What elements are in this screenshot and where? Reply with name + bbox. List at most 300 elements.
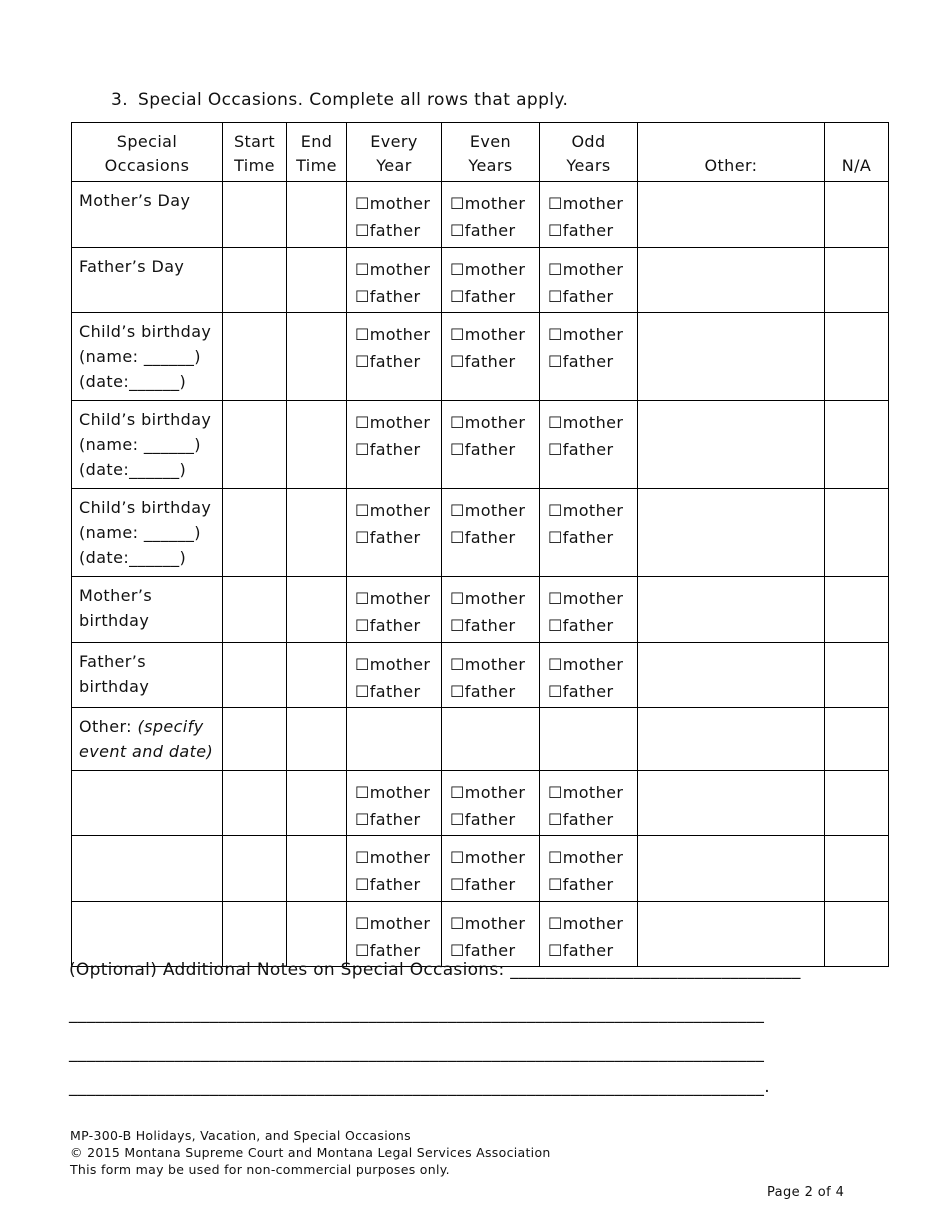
even-years-father-option[interactable] [450,283,539,310]
table-row [72,708,889,771]
checkbox-icon[interactable]: ☐ [450,194,465,213]
checkbox-icon[interactable]: ☐ [450,616,465,635]
na-cell[interactable] [825,401,889,489]
even-years-cell [442,313,540,401]
option-label: mother [464,501,526,520]
option-label: father [562,616,614,635]
header-even-years: Even Years [442,123,540,182]
occasion-cell [72,836,223,902]
checkbox-icon[interactable]: ☐ [548,941,563,960]
odd-years-cell [540,643,638,708]
option-label: mother [369,194,431,213]
end-time-cell[interactable] [287,313,347,401]
occasion-cell [72,313,223,401]
odd-years-father-option[interactable] [548,678,637,705]
notes-blank-0[interactable]: _________________________________ [510,960,801,980]
occasion-text-plain: Other: [79,717,138,736]
checkbox-icon[interactable]: ☐ [548,616,563,635]
other-cell[interactable] [638,902,825,967]
footer-form-id: MP-300-B Holidays, Vacation, and Special Occasions [70,1128,411,1143]
every-year-mother-option[interactable] [355,321,441,348]
checkbox-icon[interactable]: ☐ [450,325,465,344]
na-cell[interactable] [825,643,889,708]
option-label: mother [369,589,431,608]
na-cell[interactable] [825,577,889,643]
even-years-father-option[interactable] [450,348,539,375]
option-label: father [464,287,516,306]
na-cell[interactable] [825,182,889,248]
occasion-text: (name: ______) [79,523,201,542]
notes-label-line [69,960,801,980]
occasion-cell [72,902,223,967]
checkbox-icon[interactable]: ☐ [450,682,465,701]
start-time-cell[interactable] [223,489,287,577]
end-time-cell[interactable] [287,643,347,708]
na-cell[interactable] [825,771,889,836]
checkbox-icon[interactable]: ☐ [450,783,465,802]
every-year-cell [347,401,442,489]
other-cell[interactable] [638,401,825,489]
every-year-father-option[interactable] [355,612,441,639]
option-label: father [464,941,516,960]
every-year-mother-option[interactable] [355,190,441,217]
table-row [72,401,889,489]
option-label: mother [369,783,431,802]
every-year-mother-option[interactable] [355,409,441,436]
start-time-cell[interactable] [223,902,287,967]
odd-years-mother-option[interactable] [548,497,637,524]
checkbox-icon[interactable]: ☐ [355,325,370,344]
notes-label: (Optional) Additional Notes on Special Occasions: [69,960,511,980]
checkbox-icon[interactable]: ☐ [450,260,465,279]
header-other: Other: [638,123,825,182]
checkbox-icon[interactable]: ☐ [548,783,563,802]
end-time-cell[interactable] [287,489,347,577]
option-label: father [369,875,421,894]
occasion-text: (date:______) [79,460,187,479]
even-years-father-option[interactable] [450,436,539,463]
occasion-cell [72,489,223,577]
occasion-text: Child’s birthday [79,322,212,341]
na-cell[interactable] [825,248,889,313]
occasion-text: Father’s Day [79,257,185,276]
other-cell[interactable] [638,489,825,577]
odd-years-father-option[interactable] [548,436,637,463]
table-row [72,182,889,248]
table-row [72,248,889,313]
header-special-occasions: Special Occasions [72,123,223,182]
start-time-cell[interactable] [223,708,287,771]
odd-years-father-option[interactable] [548,524,637,551]
checkbox-icon[interactable]: ☐ [548,260,563,279]
checkbox-icon[interactable]: ☐ [548,287,563,306]
odd-years-cell [540,489,638,577]
notes-blank-2[interactable]: _______________________________________________________________________________ [69,1043,765,1063]
occasion-cell [72,577,223,643]
option-label: mother [369,914,431,933]
occasion-text: (name: ______) [79,435,201,454]
odd-years-cell [540,248,638,313]
option-label: father [562,810,614,829]
footer-copyright: © 2015 Montana Supreme Court and Montana Legal Services Association [70,1145,551,1160]
other-cell[interactable] [638,771,825,836]
checkbox-icon[interactable]: ☐ [355,528,370,547]
end-time-cell[interactable] [287,771,347,836]
checkbox-icon[interactable]: ☐ [450,413,465,432]
checkbox-icon[interactable]: ☐ [548,810,563,829]
option-label: mother [464,848,526,867]
option-label: mother [369,325,431,344]
occasion-cell [72,401,223,489]
option-label: father [464,221,516,240]
checkbox-icon[interactable]: ☐ [355,810,370,829]
odd-years-cell [540,401,638,489]
even-years-mother-option[interactable] [450,779,539,806]
na-cell[interactable] [825,489,889,577]
occasion-cell [72,248,223,313]
option-label: mother [562,655,624,674]
option-label: mother [369,848,431,867]
checkbox-icon[interactable]: ☐ [450,810,465,829]
every-year-cell [347,489,442,577]
occasion-cell [72,643,223,708]
even-years-cell [442,248,540,313]
end-time-cell[interactable] [287,182,347,248]
every-year-father-option[interactable] [355,436,441,463]
odd-years-father-option[interactable] [548,348,637,375]
other-cell[interactable] [638,577,825,643]
option-label: mother [464,655,526,674]
option-label: father [369,682,421,701]
footer-usage: This form may be used for non-commercial purposes only. [70,1162,450,1177]
even-years-father-option[interactable] [450,612,539,639]
option-label: mother [464,194,526,213]
checkbox-icon[interactable]: ☐ [355,440,370,459]
checkbox-icon[interactable]: ☐ [450,352,465,371]
even-years-cell [442,401,540,489]
even-years-mother-option[interactable] [450,497,539,524]
other-cell[interactable] [638,836,825,902]
odd-years-mother-option[interactable] [548,585,637,612]
other-cell[interactable] [638,248,825,313]
checkbox-icon[interactable]: ☐ [355,941,370,960]
option-label: father [369,941,421,960]
checkbox-icon[interactable]: ☐ [548,501,563,520]
odd-years-cell [540,771,638,836]
occasion-text-italic: (specify [137,717,204,736]
checkbox-icon[interactable]: ☐ [548,682,563,701]
odd-years-father-option[interactable] [548,612,637,639]
option-label: father [464,875,516,894]
even-years-mother-option[interactable] [450,321,539,348]
option-label: mother [464,413,526,432]
even-years-mother-option[interactable] [450,409,539,436]
even-years-mother-option[interactable] [450,256,539,283]
checkbox-icon[interactable]: ☐ [355,589,370,608]
checkbox-icon[interactable]: ☐ [450,528,465,547]
odd-years-mother-option[interactable] [548,844,637,871]
checkbox-icon[interactable]: ☐ [450,501,465,520]
end-time-cell[interactable] [287,836,347,902]
checkbox-icon[interactable]: ☐ [355,655,370,674]
header-row [72,123,889,182]
option-label: father [464,682,516,701]
option-label: mother [369,260,431,279]
checkbox-icon[interactable]: ☐ [355,221,370,240]
checkbox-icon[interactable]: ☐ [548,875,563,894]
even-years-father-option[interactable] [450,871,539,898]
even-years-mother-option[interactable] [450,910,539,937]
table-row [72,489,889,577]
end-time-cell[interactable] [287,577,347,643]
even-years-cell [442,182,540,248]
checkbox-icon[interactable]: ☐ [450,875,465,894]
checkbox-icon[interactable]: ☐ [548,352,563,371]
checkbox-icon[interactable]: ☐ [548,914,563,933]
every-year-mother-option[interactable] [355,497,441,524]
checkbox-icon[interactable]: ☐ [355,413,370,432]
option-label: mother [464,260,526,279]
option-label: mother [369,501,431,520]
occasion-cell [72,708,223,771]
even-years-cell [442,771,540,836]
checkbox-icon[interactable]: ☐ [355,287,370,306]
every-year-cell[interactable] [347,708,442,771]
odd-years-mother-option[interactable] [548,651,637,678]
checkbox-icon[interactable]: ☐ [355,501,370,520]
header-end-time: End Time [287,123,347,182]
every-year-father-option[interactable] [355,283,441,310]
option-label: father [464,810,516,829]
every-year-mother-option[interactable] [355,651,441,678]
option-label: father [464,528,516,547]
end-time-cell[interactable] [287,708,347,771]
every-year-father-option[interactable] [355,871,441,898]
odd-years-cell [540,577,638,643]
option-label: father [464,352,516,371]
every-year-mother-option[interactable] [355,585,441,612]
even-years-father-option[interactable] [450,678,539,705]
section-number: 3. [111,90,129,110]
every-year-father-option[interactable] [355,678,441,705]
end-time-cell[interactable] [287,248,347,313]
checkbox-icon[interactable]: ☐ [450,287,465,306]
every-year-cell [347,313,442,401]
option-label: father [562,440,614,459]
option-label: mother [562,413,624,432]
checkbox-icon[interactable]: ☐ [450,914,465,933]
start-time-cell[interactable] [223,313,287,401]
na-cell[interactable] [825,836,889,902]
checkbox-icon[interactable]: ☐ [548,848,563,867]
option-label: father [369,221,421,240]
checkbox-icon[interactable]: ☐ [355,848,370,867]
start-time-cell[interactable] [223,577,287,643]
checkbox-icon[interactable]: ☐ [548,194,563,213]
table-row [72,902,889,967]
odd-years-cell [540,182,638,248]
header-odd-years: Odd Years [540,123,638,182]
even-years-mother-option[interactable] [450,651,539,678]
option-label: mother [464,783,526,802]
every-year-cell [347,902,442,967]
checkbox-icon[interactable]: ☐ [548,413,563,432]
checkbox-icon[interactable]: ☐ [450,848,465,867]
every-year-mother-option[interactable] [355,910,441,937]
table-row [72,771,889,836]
option-label: mother [464,325,526,344]
option-label: father [562,352,614,371]
even-years-father-option[interactable] [450,524,539,551]
even-years-father-option[interactable] [450,806,539,833]
table-row [72,577,889,643]
checkbox-icon[interactable]: ☐ [355,194,370,213]
checkbox-icon[interactable]: ☐ [450,655,465,674]
odd-years-mother-option[interactable] [548,910,637,937]
checkbox-icon[interactable]: ☐ [548,528,563,547]
table-row [72,836,889,902]
start-time-cell[interactable] [223,771,287,836]
option-label: mother [562,783,624,802]
occasion-text: birthday [79,677,150,696]
every-year-father-option[interactable] [355,806,441,833]
start-time-cell[interactable] [223,248,287,313]
odd-years-mother-option[interactable] [548,779,637,806]
table-row [72,313,889,401]
option-label: father [562,221,614,240]
every-year-cell [347,836,442,902]
other-cell[interactable] [638,643,825,708]
odd-years-father-option[interactable] [548,806,637,833]
checkbox-icon[interactable]: ☐ [548,325,563,344]
checkbox-icon[interactable]: ☐ [355,914,370,933]
checkbox-icon[interactable]: ☐ [355,616,370,635]
every-year-cell [347,182,442,248]
occasion-text: (date:______) [79,372,187,391]
occasion-text: Child’s birthday [79,498,212,517]
option-label: mother [369,413,431,432]
every-year-cell [347,771,442,836]
header-every-year: Every Year [347,123,442,182]
even-years-cell [442,902,540,967]
start-time-cell[interactable] [223,836,287,902]
checkbox-icon[interactable]: ☐ [450,440,465,459]
table-row [72,643,889,708]
occasion-text: Mother’s Day [79,191,191,210]
every-year-mother-option[interactable] [355,779,441,806]
option-label: father [369,440,421,459]
occasion-cell [72,771,223,836]
occasion-cell [72,182,223,248]
start-time-cell[interactable] [223,643,287,708]
end-time-cell[interactable] [287,401,347,489]
occasion-text: (name: ______) [79,347,201,366]
even-years-cell [442,836,540,902]
checkbox-icon[interactable]: ☐ [355,352,370,371]
other-cell[interactable] [638,182,825,248]
every-year-father-option[interactable] [355,348,441,375]
every-year-mother-option[interactable] [355,256,441,283]
odd-years-father-option[interactable] [548,871,637,898]
checkbox-icon[interactable]: ☐ [355,875,370,894]
occasion-text: Child’s birthday [79,410,212,429]
option-label: mother [562,501,624,520]
na-cell[interactable] [825,902,889,967]
every-year-father-option[interactable] [355,524,441,551]
even-years-cell[interactable] [442,708,540,771]
header-start-time: Start Time [223,123,287,182]
option-label: mother [464,589,526,608]
notes-blank-3[interactable]: _______________________________________________________________________________. [69,1077,770,1097]
even-years-father-option[interactable] [450,217,539,244]
option-label: mother [562,914,624,933]
checkbox-icon[interactable]: ☐ [450,589,465,608]
na-cell[interactable] [825,708,889,771]
odd-years-mother-option[interactable] [548,409,637,436]
checkbox-icon[interactable]: ☐ [355,682,370,701]
option-label: father [464,440,516,459]
notes-blank-1[interactable]: _______________________________________________________________________________ [69,1004,765,1024]
start-time-cell[interactable] [223,401,287,489]
option-label: father [369,810,421,829]
even-years-mother-option[interactable] [450,844,539,871]
other-cell[interactable] [638,708,825,771]
odd-years-father-option[interactable] [548,217,637,244]
even-years-mother-option[interactable] [450,585,539,612]
checkbox-icon[interactable]: ☐ [548,221,563,240]
option-label: father [562,941,614,960]
checkbox-icon[interactable]: ☐ [548,589,563,608]
end-time-cell[interactable] [287,902,347,967]
odd-years-cell [540,313,638,401]
odd-years-cell [540,836,638,902]
option-label: father [562,875,614,894]
odd-years-mother-option[interactable] [548,321,637,348]
checkbox-icon[interactable]: ☐ [450,221,465,240]
occasion-text: birthday [79,611,150,630]
option-label: mother [562,194,624,213]
every-year-father-option[interactable] [355,217,441,244]
odd-years-father-option[interactable] [548,283,637,310]
odd-years-cell [540,902,638,967]
every-year-cell [347,643,442,708]
odd-years-cell[interactable] [540,708,638,771]
checkbox-icon[interactable]: ☐ [450,941,465,960]
other-cell[interactable] [638,313,825,401]
occasion-text: (date:______) [79,548,187,567]
checkbox-icon[interactable]: ☐ [548,655,563,674]
start-time-cell[interactable] [223,182,287,248]
even-years-cell [442,643,540,708]
odd-years-mother-option[interactable] [548,190,637,217]
option-label: father [562,528,614,547]
checkbox-icon[interactable]: ☐ [355,783,370,802]
odd-years-mother-option[interactable] [548,256,637,283]
occasion-text-italic: event and date) [79,742,214,761]
occasion-text: Mother’s [79,586,153,605]
option-label: father [369,528,421,547]
option-label: mother [562,325,624,344]
option-label: father [369,287,421,306]
na-cell[interactable] [825,313,889,401]
checkbox-icon[interactable]: ☐ [355,260,370,279]
even-years-cell [442,577,540,643]
every-year-cell [347,577,442,643]
every-year-mother-option[interactable] [355,844,441,871]
page-number: Page 2 of 4 [767,1185,845,1200]
even-years-mother-option[interactable] [450,190,539,217]
checkbox-icon[interactable]: ☐ [548,440,563,459]
